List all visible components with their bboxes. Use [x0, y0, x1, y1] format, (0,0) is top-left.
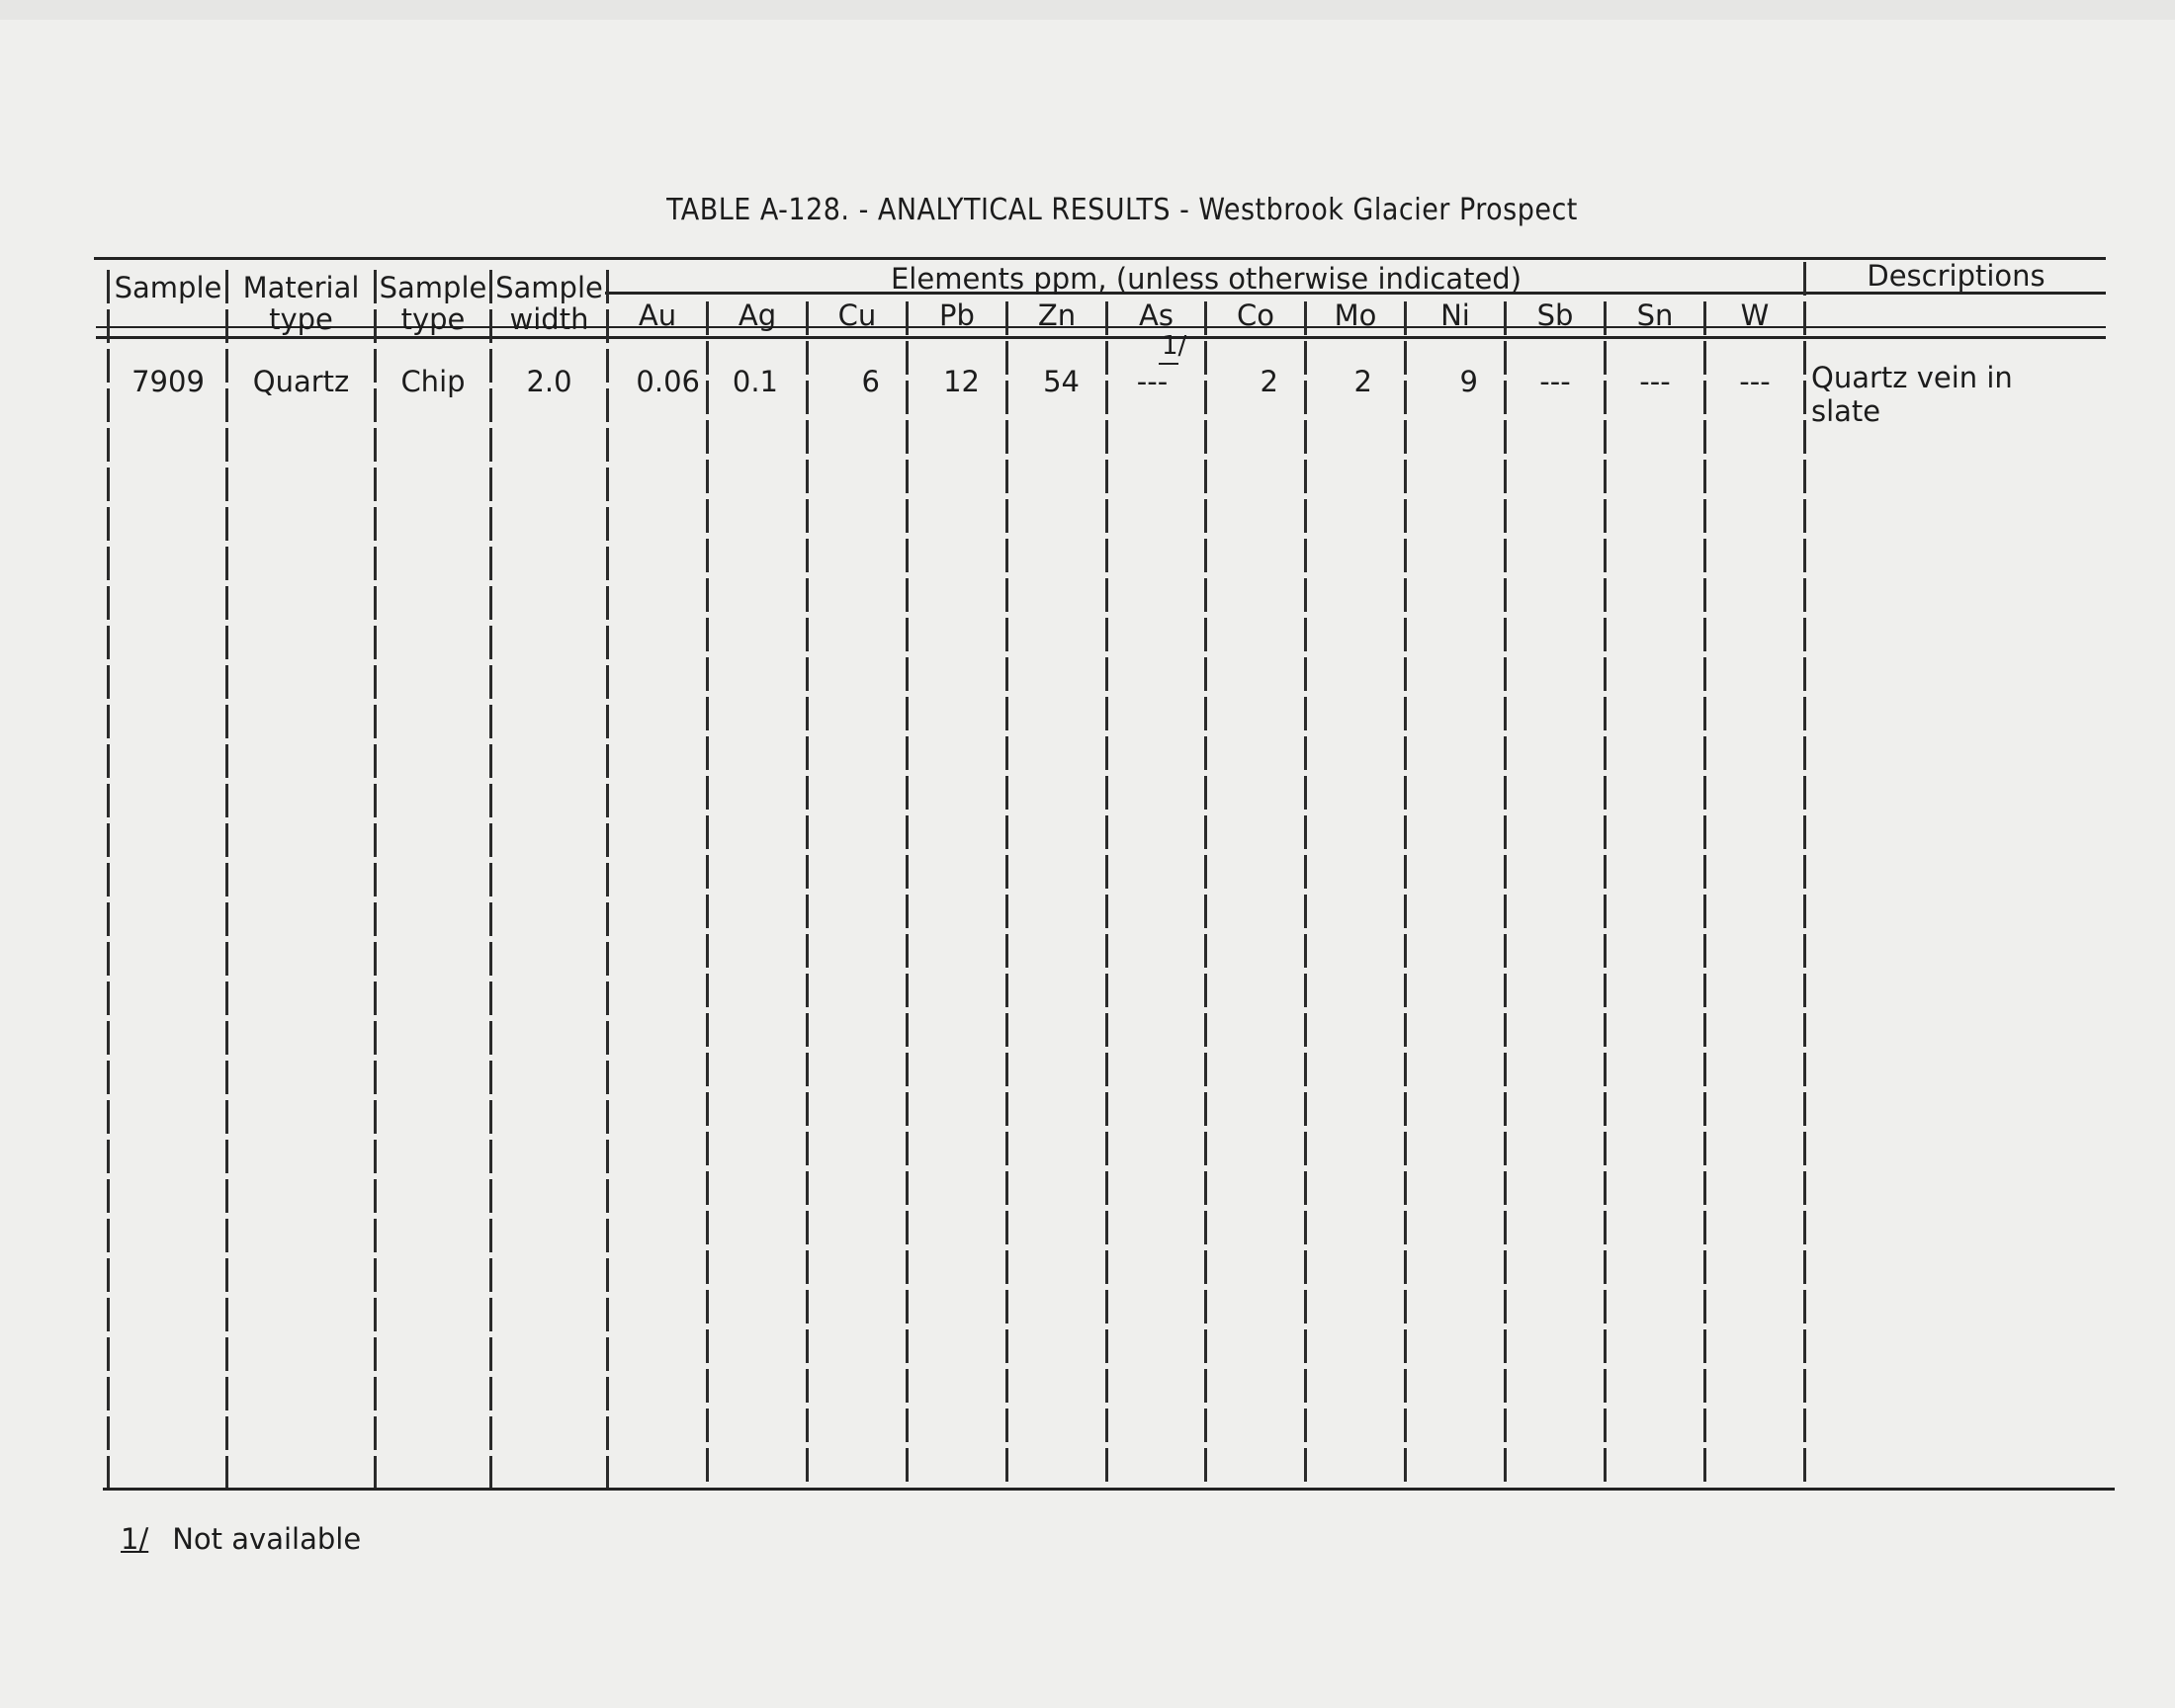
header-element-ag: Ag — [738, 299, 777, 332]
col-divider-cu — [906, 301, 909, 1488]
header-element-sn: Sn — [1636, 299, 1674, 332]
header-sample: Sample — [114, 271, 222, 304]
header-sample-type-2: type — [400, 302, 466, 336]
cell-sn: --- — [1639, 365, 1671, 398]
cell-as: --- — [1136, 365, 1169, 398]
table-title: TABLE A-128. - ANALYTICAL RESULTS - Westbrook Glacier Prospect — [666, 193, 1578, 227]
header-material-type: type — [269, 302, 333, 336]
col-divider-sample-type — [489, 270, 492, 1488]
col-divider-ag — [806, 301, 809, 1488]
header-element-mo: Mo — [1334, 299, 1377, 332]
header-element-cu: Cu — [837, 299, 877, 332]
header-element-au: Au — [638, 299, 677, 332]
header-element-zn: Zn — [1037, 299, 1077, 332]
header-elements-group: Elements ppm, (unless otherwise indicated) — [890, 262, 1522, 296]
cell-ag: 0.1 — [732, 365, 778, 398]
col-divider-as — [1204, 301, 1207, 1488]
footnote-mark: 1/ — [121, 1522, 149, 1556]
as-footnote-underline — [1159, 363, 1178, 365]
header-sample-width-2: width — [509, 302, 589, 336]
header-element-sb: Sb — [1536, 299, 1574, 332]
cell-au: 0.06 — [636, 365, 700, 398]
col-divider-au — [706, 301, 709, 1488]
col-divider-left — [107, 270, 110, 1488]
header-sample-type: Sample — [379, 271, 487, 304]
cell-description: Quartz vein in slate — [1811, 361, 2013, 428]
cell-zn: 54 — [1043, 365, 1080, 398]
header-element-co: Co — [1237, 299, 1274, 332]
table-bottom-rule — [103, 1488, 2115, 1491]
col-divider-sb — [1604, 301, 1607, 1488]
header-element-w: W — [1740, 299, 1770, 332]
col-divider-co — [1304, 301, 1307, 1488]
header-element-as: As — [1139, 299, 1174, 332]
cell-sb: --- — [1539, 365, 1571, 398]
cell-material: Quartz — [252, 365, 350, 398]
col-divider-width — [606, 270, 609, 1488]
table-top-rule — [94, 257, 2106, 260]
col-divider-sn — [1703, 301, 1706, 1488]
cell-sample-type: Chip — [400, 365, 466, 398]
as-footnote-ref: 1/ — [1162, 331, 1187, 361]
col-divider-sample — [225, 270, 228, 1488]
header-element-ni: Ni — [1440, 299, 1470, 332]
col-divider-ni — [1504, 301, 1507, 1488]
cell-co: 2 — [1260, 365, 1278, 398]
col-divider-zn — [1105, 301, 1108, 1488]
cell-sample: 7909 — [131, 365, 205, 398]
footnote-text: Not available — [172, 1522, 362, 1556]
col-divider-descriptions — [1803, 262, 1806, 1488]
cell-pb: 12 — [943, 365, 980, 398]
col-divider-pb — [1005, 301, 1008, 1488]
footnote — [121, 1522, 361, 1556]
cell-ni: 9 — [1459, 365, 1478, 398]
cell-mo: 2 — [1353, 365, 1372, 398]
col-divider-mo — [1404, 301, 1407, 1488]
cell-w: --- — [1739, 365, 1771, 398]
header-element-pb: Pb — [939, 299, 975, 332]
cell-cu: 6 — [861, 365, 880, 398]
header-sample-width: Sample — [495, 271, 603, 304]
header-descriptions: Descriptions — [1867, 259, 2045, 293]
header-material: Material — [242, 271, 360, 304]
cell-sample-width: 2.0 — [526, 365, 572, 398]
col-divider-material — [374, 270, 377, 1488]
